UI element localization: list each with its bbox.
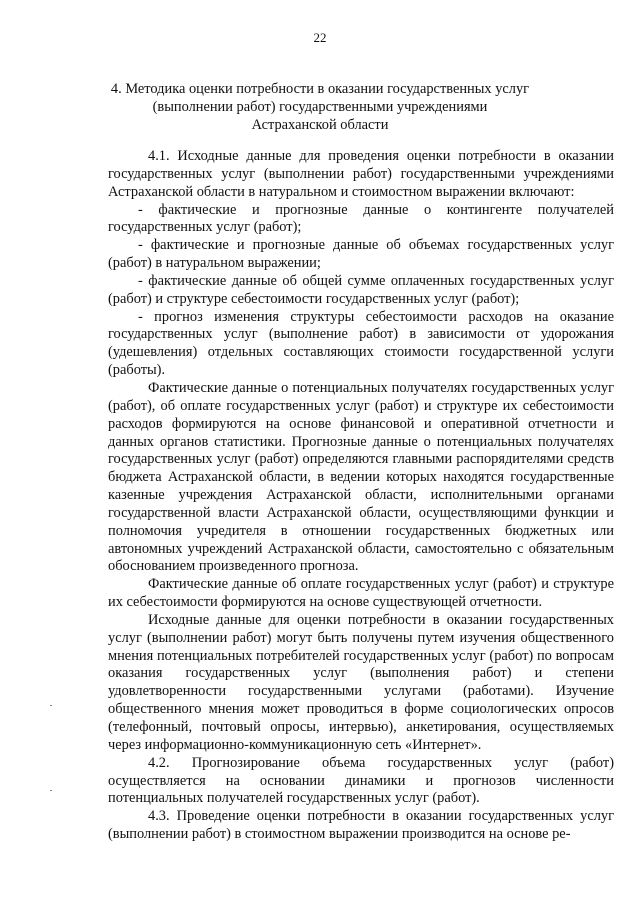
page-number: 22 (313, 30, 327, 45)
scan-mark (50, 790, 52, 791)
section-body (108, 148, 614, 844)
section-heading: 4. Методика оценки потребности в оказании государственных услуг (выполнении работ) государственными учреждениями Астраханской области (110, 81, 530, 133)
list-item-cost-structure: - фактические данные об общей сумме оплаченных государственных услуг (работ) и структуре себестоимости государственных услуг (работ); (108, 272, 614, 307)
list-item-contingent: - фактические и прогнозные данные о контингенте получателей государственных услуг (работ); (108, 201, 614, 236)
paragraph-4-3: 4.3. Проведение оценки потребности в оказании государственных услуг (выполнении работ) в стоимостном выражении производится на основе ре- (108, 808, 614, 843)
list-item-volumes: - фактические и прогнозные данные об объемах государственных услуг (работ) в натуральном выражении; (108, 237, 614, 272)
list-item-cost-forecast: - прогноз изменения структуры себестоимости расходов на оказание государственных услуг (выполнение работ) в зависимости от удорожания (удешевления) отдельных составляющих стоимости государственной услуги (работы). (108, 308, 614, 379)
paragraph-public-opinion: Исходные данные для оценки потребности в оказании государственных услуг (выполнении работ) могут быть получены путем изучения общественного мнения потенциальных потребителей государственных услуг (работ) по вопросам оказания государственных услуг (выполнения работ) и степени удовлетворенности государственными услугами (работами). Изучение общественного мнения может проводиться в форме социологических опросов (телефонный, почтовый опросы, интервью), анкетирования, осуществляемых через информационно-коммуникационную сеть «Интернет». (108, 611, 614, 753)
paragraph-4-1: 4.1. Исходные данные для проведения оценки потребности в оказании государственных услуг (выполнении работ) государственными учреждениями Астраханской области в натуральном и стоимостном выражении включают: (108, 148, 614, 200)
paragraph-actual-data: Фактические данные о потенциальных получателях государственных услуг (работ), об оплате государственных услуг (работ) и структуре их себестоимости расходов формируются на основе финансовой и оперативной отчетности и данных органов статистики. Прогнозные данные о потенциальных получателях государственных услуг (работ) определяются главными распорядителями средств бюджета Астраханской области, в ведении которых находятся государственные казенные учреждения Астраханской области, исполнительными органами государственной власти Астраханской области, осуществляющими функции и полномочия учредителя в отношении государственных бюджетных или автономных учреждений Астраханской области, самостоятельно с обязательным обоснованием произведенного прогноза. (108, 379, 614, 575)
paragraph-payment-data: Фактические данные об оплате государственных услуг (работ) и структуре их себестоимости формируются на основе существующей отчетности. (108, 576, 614, 611)
paragraph-4-2: 4.2. Прогнозирование объема государственных услуг (работ) осуществляется на основании динамики и прогнозов численности потенциальных получателей государственных услуг (работ). (108, 754, 614, 807)
scan-mark (50, 705, 52, 706)
